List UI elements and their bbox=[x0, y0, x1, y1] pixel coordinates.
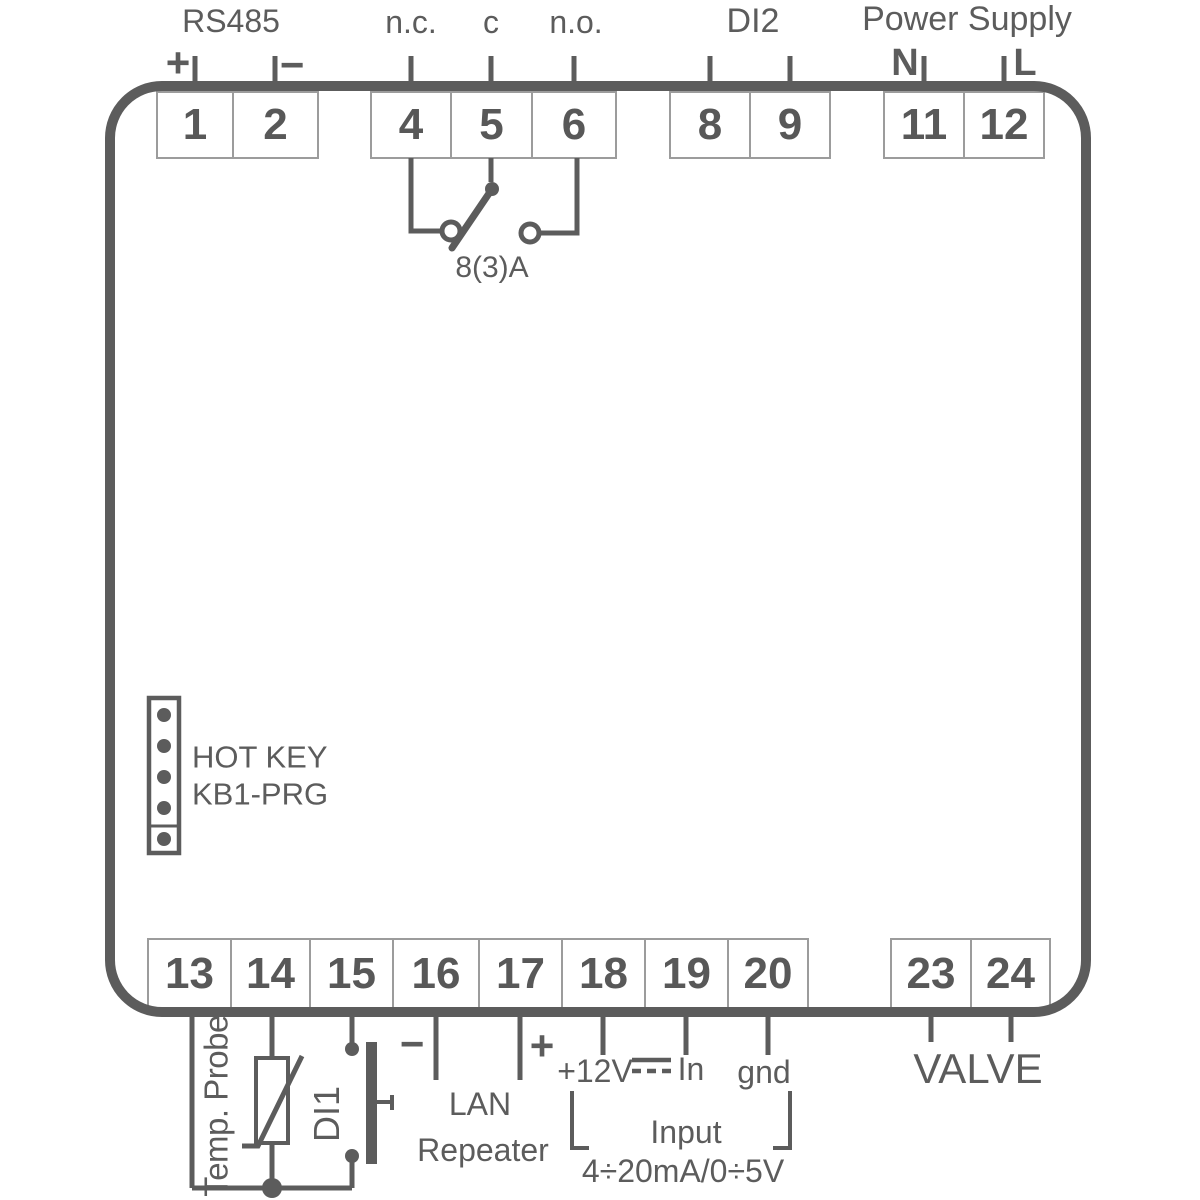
spdt-relay-contact bbox=[411, 158, 577, 248]
label-relay-c: c bbox=[483, 4, 499, 40]
pushbutton-bar bbox=[366, 1042, 377, 1164]
terminal-number-5: 5 bbox=[479, 100, 504, 149]
label-temp-probe: Temp. Probe bbox=[197, 1015, 235, 1197]
controller-outline bbox=[110, 86, 1086, 1012]
label-hotkey-line1: HOT KEY bbox=[192, 739, 328, 775]
label-12v: +12V bbox=[557, 1053, 633, 1089]
terminal-number-16: 16 bbox=[411, 949, 461, 998]
di1-pushbutton-symbol bbox=[345, 1042, 392, 1164]
terminal-number-19: 19 bbox=[662, 949, 711, 998]
label-input-line2: 4÷20mA/0÷5V bbox=[581, 1153, 785, 1189]
pushbutton-handle bbox=[377, 1095, 392, 1110]
label-lan-plus: + bbox=[529, 1022, 555, 1069]
label-rs485: RS485 bbox=[182, 3, 280, 39]
dc-voltage-icon bbox=[632, 1060, 671, 1071]
junction-dot bbox=[262, 1178, 282, 1198]
no-contact-icon bbox=[521, 224, 539, 242]
label-power-supply: Power Supply bbox=[862, 0, 1072, 38]
label-relay-nc: n.c. bbox=[385, 4, 437, 40]
label-lan-minus: − bbox=[399, 1020, 425, 1067]
terminal-number-4: 4 bbox=[398, 100, 424, 149]
label-di1: DI1 bbox=[306, 1085, 347, 1143]
terminal-number-14: 14 bbox=[246, 949, 295, 998]
terminal-number-18: 18 bbox=[579, 949, 628, 998]
terminal-number-2: 2 bbox=[263, 100, 288, 149]
ntc-thermistor-symbol bbox=[242, 1056, 302, 1146]
terminal-number-17: 17 bbox=[496, 949, 545, 998]
label-line: L bbox=[1013, 42, 1037, 84]
label-relay-no: n.o. bbox=[549, 4, 603, 40]
label-in: In bbox=[677, 1051, 705, 1087]
terminal-number-11: 11 bbox=[900, 100, 948, 149]
terminal-number-20: 20 bbox=[743, 949, 793, 998]
terminal-number-6: 6 bbox=[561, 100, 587, 149]
pushbutton-bottom-contact bbox=[345, 1149, 359, 1163]
terminal-number-23: 23 bbox=[906, 949, 956, 998]
label-neutral: N bbox=[891, 42, 919, 84]
terminal-number-24: 24 bbox=[986, 949, 1035, 998]
label-valve: VALVE bbox=[913, 1045, 1043, 1092]
label-lan-line1: LAN bbox=[448, 1086, 512, 1122]
terminal-number-8: 8 bbox=[697, 100, 723, 149]
terminal-number-9: 9 bbox=[777, 100, 803, 149]
label-input-line1: Input bbox=[650, 1114, 722, 1150]
label-lan-line2: Repeater bbox=[417, 1132, 549, 1168]
label-di2: DI2 bbox=[726, 2, 780, 40]
label-rs485-minus: − bbox=[279, 41, 305, 88]
thermistor-body bbox=[256, 1058, 288, 1143]
label-rs485-plus: + bbox=[165, 39, 191, 86]
wire-terminal-4 bbox=[411, 158, 441, 231]
label-hotkey-line2: KB1-PRG bbox=[192, 776, 329, 812]
terminal-number-12: 12 bbox=[979, 100, 1029, 149]
hotkey-connector bbox=[149, 698, 179, 853]
terminal-number-15: 15 bbox=[327, 949, 376, 998]
wire-terminal-6 bbox=[540, 158, 577, 233]
pushbutton-top-contact bbox=[345, 1042, 359, 1056]
input-bracket-left bbox=[572, 1091, 589, 1148]
terminal-number-13: 13 bbox=[165, 949, 214, 998]
relay-arm bbox=[452, 189, 492, 248]
label-gnd: gnd bbox=[737, 1054, 791, 1090]
input-bracket-right bbox=[773, 1091, 790, 1148]
terminal-number-1: 1 bbox=[182, 100, 208, 149]
label-relay-rating: 8(3)A bbox=[455, 251, 529, 284]
